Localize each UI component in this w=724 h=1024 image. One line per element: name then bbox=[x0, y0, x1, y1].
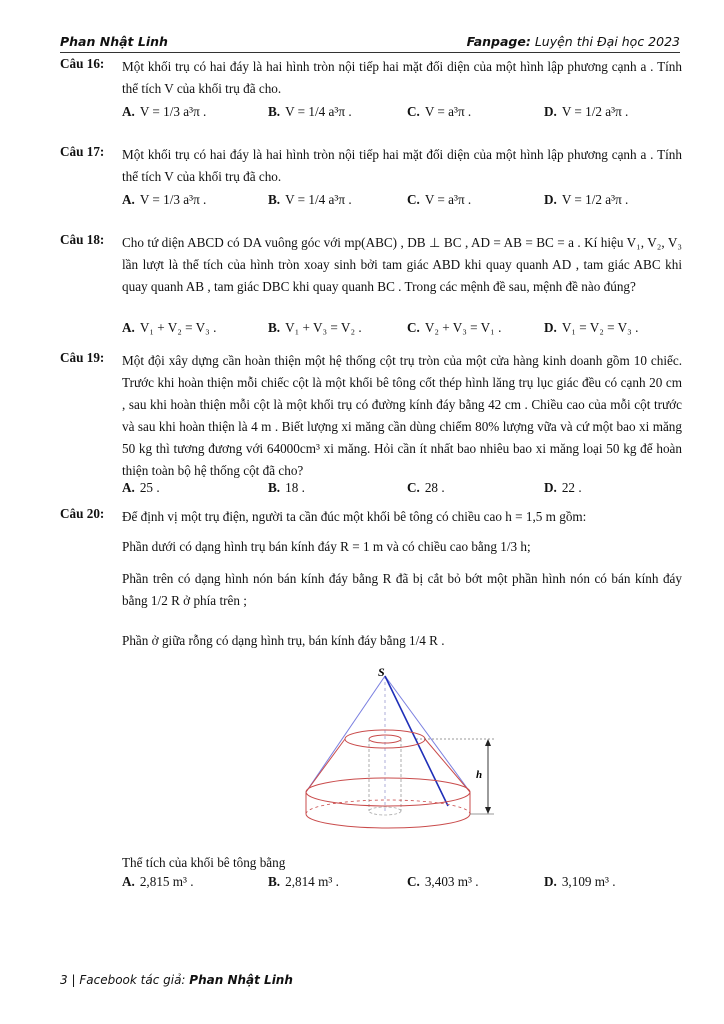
fanpage-label: Fanpage: bbox=[466, 34, 531, 49]
header-fanpage bbox=[467, 34, 680, 49]
apex-label: S bbox=[378, 666, 385, 679]
page-footer bbox=[60, 973, 293, 987]
footer-author[interactable]: Phan Nhật Linh bbox=[189, 973, 293, 987]
option-a[interactable]: A. V = 1/3 a³π . bbox=[122, 192, 207, 207]
question-16 bbox=[60, 56, 682, 119]
cylinder-bottom-front bbox=[306, 814, 470, 828]
cylinder-top-ellipse bbox=[306, 778, 470, 806]
cone-left-edge bbox=[306, 676, 385, 792]
options-row bbox=[122, 192, 682, 214]
question-text: Một khối trụ có hai đáy là hai hình tròn nội tiếp hai mặt đối diện của một hình lập phương cạnh a . Tính thể tích V của khối trụ đã cho. bbox=[122, 59, 682, 96]
option-b[interactable]: B. 18 . bbox=[268, 480, 305, 495]
options-row bbox=[122, 104, 682, 126]
slant-line bbox=[385, 676, 448, 806]
option-d[interactable]: D. V = 1/2 a³π . bbox=[544, 192, 629, 207]
option-d[interactable]: D. 22 . bbox=[544, 480, 582, 495]
height-label: h bbox=[476, 769, 483, 781]
page-number: 3 bbox=[60, 973, 68, 987]
question-19 bbox=[60, 350, 682, 495]
options-row bbox=[122, 320, 682, 342]
question-prompt: Thể tích của khối bê tông bằng bbox=[122, 855, 286, 870]
question-18 bbox=[60, 232, 682, 335]
question-label: Câu 17: bbox=[60, 144, 105, 159]
concrete-block-figure bbox=[298, 666, 498, 850]
figure-svg bbox=[298, 666, 498, 850]
question-17 bbox=[60, 144, 682, 207]
option-a[interactable]: A. 2,815 m³ . bbox=[122, 874, 194, 889]
question-text: Một đội xây dựng cần hoàn thiện một hệ thống cột trụ tròn của một cửa hàng kinh doanh gồm 10 chiếc. Trước khi hoàn thiện mỗi chiếc cột là một khối bê tông cốt thép hình lăng trụ lục giác đều có cạnh 20 cm , sau khi hoàn thiện mỗi cột là một khối trụ có đường kính đáy bằng 42 cm . Chiều cao của mỗi cột trước và sau khi hoàn thiện là 4 m . Biết lượng xi măng cần dùng chiếm 80% lượng vữa và cứ một bao xi măng 50 kg thì tương đương với 64000cm³ xi măng. Hỏi cần ít nhất bao nhiêu bao xi măng loại 50 kg để hoàn thiện toàn bộ hệ thống cột đã cho? bbox=[122, 353, 682, 478]
option-a[interactable]: A. 25 . bbox=[122, 480, 160, 495]
cone-right-edge bbox=[385, 676, 470, 792]
question-label: Câu 16: bbox=[60, 56, 105, 71]
option-c[interactable]: C. V = a³π . bbox=[407, 104, 472, 119]
footer-label: Facebook tác giả: bbox=[79, 973, 186, 987]
option-b[interactable]: B. 2,814 m³ . bbox=[268, 874, 339, 889]
question-intro: Để định vị một trụ điện, người ta cần đúc một khối bê tông có chiều cao h = 1,5 m gồm: bbox=[122, 509, 587, 524]
question-text: Cho tứ diện ABCD có DA vuông góc với mp(ABC) , DB ⊥ BC , AD = AB = BC = a . Kí hiệu V₁, V₂, V₃ lần lượt là thể tích của hình tròn xoay sinh bởi tam giác ABD khi quay quanh AD , tam giác ABC khi quay quanh AB , tam giác DBC khi quay quanh BC . Trong các mệnh đề sau, mệnh đề nào đúng? bbox=[122, 235, 682, 294]
footer-separator: | bbox=[71, 973, 76, 987]
option-b[interactable]: B. V = 1/4 a³π . bbox=[268, 104, 352, 119]
option-c[interactable]: C. V = a³π . bbox=[407, 192, 472, 207]
question-text: Một khối trụ có hai đáy là hai hình tròn nội tiếp hai mặt đối diện của một hình lập phương cạnh a . Tính thể tích V của khối trụ đã cho. bbox=[122, 147, 682, 184]
page-header bbox=[60, 34, 680, 53]
question-label: Câu 20: bbox=[60, 506, 105, 521]
option-d[interactable]: D. V₁ = V₂ = V₃ . bbox=[544, 320, 639, 335]
fanpage-value: Luyện thi Đại học 2023 bbox=[534, 34, 680, 49]
option-a[interactable]: A. V = 1/3 a³π . bbox=[122, 104, 207, 119]
frustum-left bbox=[306, 739, 345, 792]
option-b[interactable]: B. V₁ + V₃ = V₂ . bbox=[268, 320, 362, 335]
option-c[interactable]: C. V₂ + V₃ = V₁ . bbox=[407, 320, 502, 335]
paragraph-upper-part: Phần trên có dạng hình nón bán kính đáy bằng R đã bị cắt bỏ bớt một phần hình nón có bán kính đáy bằng 1/2 R ở phía trên ; bbox=[122, 571, 682, 608]
options-row bbox=[122, 480, 682, 502]
header-author: Phan Nhật Linh bbox=[60, 34, 168, 49]
option-b[interactable]: B. V = 1/4 a³π . bbox=[268, 192, 352, 207]
option-c[interactable]: C. 28 . bbox=[407, 480, 445, 495]
options-row bbox=[122, 874, 682, 896]
option-c[interactable]: C. 3,403 m³ . bbox=[407, 874, 479, 889]
option-d[interactable]: D. V = 1/2 a³π . bbox=[544, 104, 629, 119]
frustum-right bbox=[425, 739, 470, 792]
paragraph-lower-part: Phần dưới có dạng hình trụ bán kính đáy R = 1 m và có chiều cao bằng 1/3 h; bbox=[122, 539, 531, 554]
question-label: Câu 18: bbox=[60, 232, 105, 247]
option-a[interactable]: A. V₁ + V₂ = V₃ . bbox=[122, 320, 217, 335]
paragraph-hollow-part: Phần ở giữa rỗng có dạng hình trụ, bán kính đáy bằng 1/4 R . bbox=[122, 633, 445, 648]
question-label: Câu 19: bbox=[60, 350, 105, 365]
option-d[interactable]: D. 3,109 m³ . bbox=[544, 874, 616, 889]
